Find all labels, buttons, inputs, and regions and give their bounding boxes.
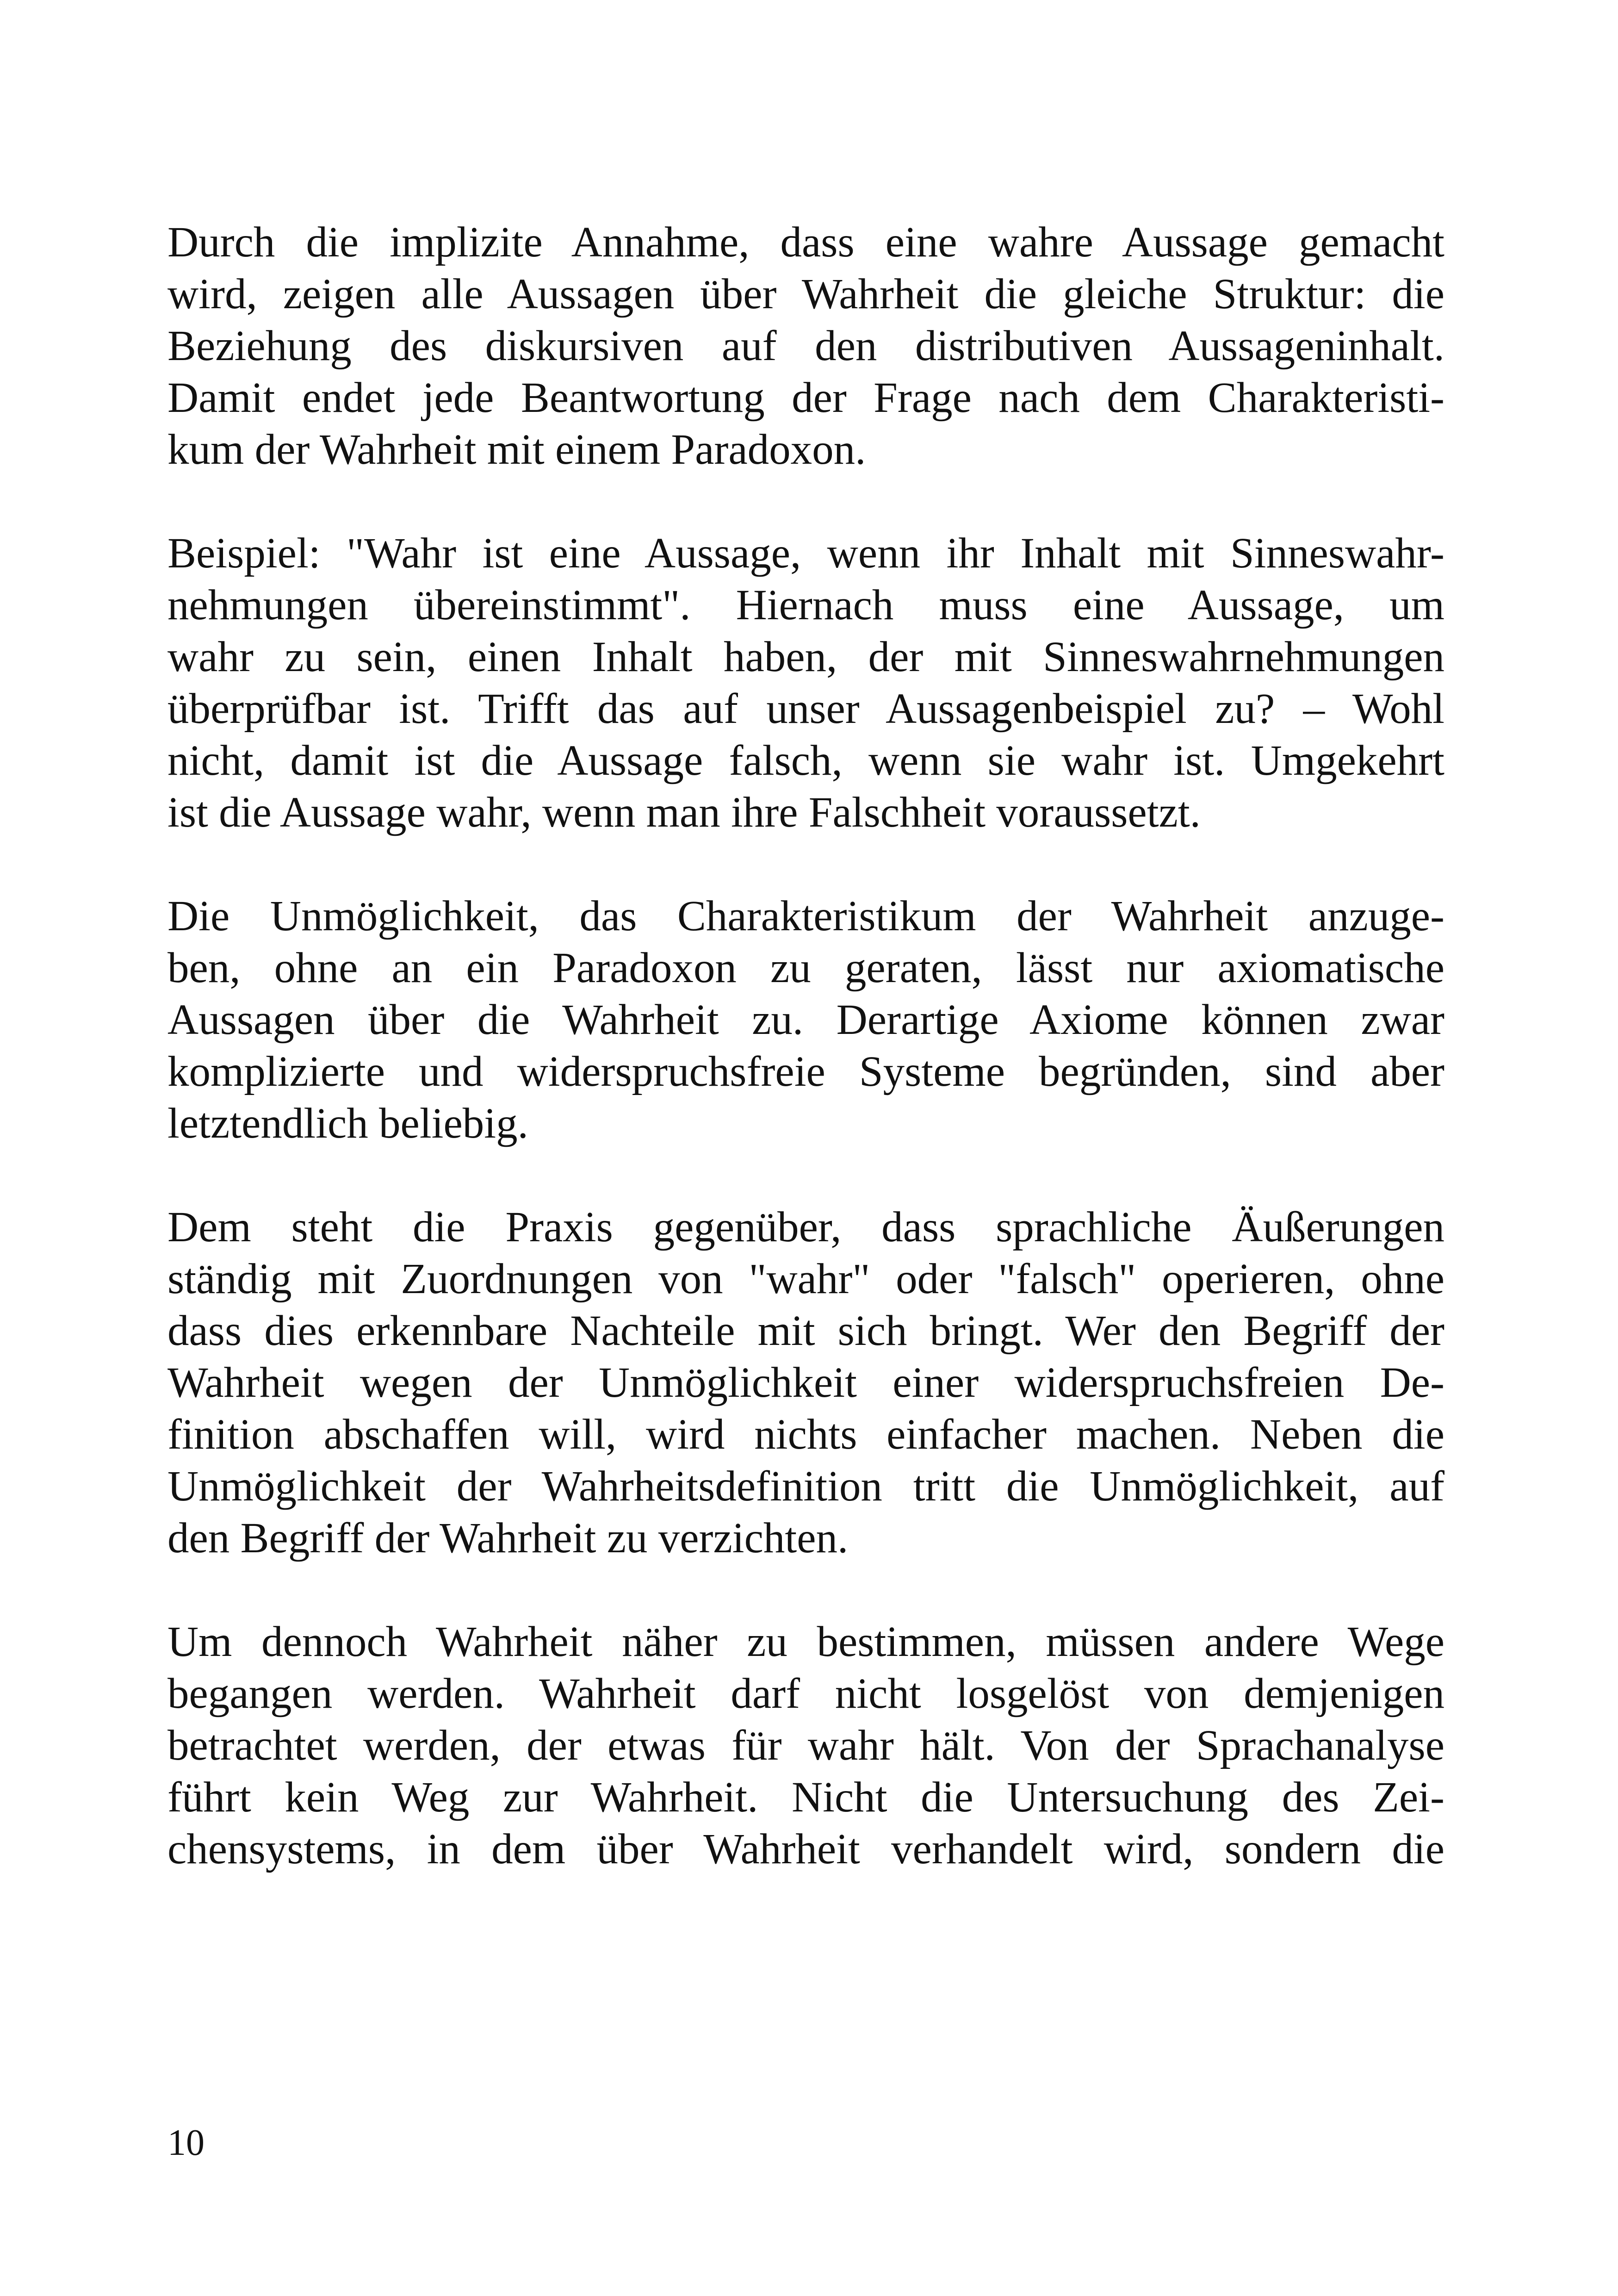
- text-line: Damit endet jede Beantwortung der Frage nach dem Charakteristi-: [167, 374, 1444, 422]
- text-line: nehmungen übereinstimmt". Hiernach muss eine Aussage, um: [167, 581, 1444, 629]
- text-line: Unmöglichkeit der Wahrheitsdefinition tritt die Unmöglichkeit, auf: [167, 1462, 1444, 1510]
- text-line: betrachtet werden, der etwas für wahr hält. Von der Sprachanalyse: [167, 1722, 1444, 1769]
- paragraph-1: [167, 217, 1444, 476]
- text-line: überprüfbar ist. Trifft das auf unser Aussagenbeispiel zu? – Wohl: [167, 685, 1444, 733]
- paragraph-4: [167, 1201, 1444, 1564]
- paragraph-2: [167, 528, 1444, 839]
- text-line: wird, zeigen alle Aussagen über Wahrheit die gleiche Struktur: die: [167, 270, 1444, 318]
- text-line: ist die Aussage wahr, wenn man ihre Falschheit voraussetzt.: [167, 789, 1201, 836]
- text-line: letztendlich beliebig.: [167, 1100, 528, 1147]
- body-text: [167, 217, 1444, 1875]
- paragraph-5: [167, 1616, 1444, 1875]
- text-line: wahr zu sein, einen Inhalt haben, der mit Sinneswahrnehmungen: [167, 633, 1444, 681]
- text-line: kum der Wahrheit mit einem Paradoxon.: [167, 426, 866, 473]
- text-line: nicht, damit ist die Aussage falsch, wenn sie wahr ist. Umgekehrt: [167, 737, 1444, 784]
- text-line: Beziehung des diskursiven auf den distributiven Aussageninhalt.: [167, 322, 1444, 370]
- text-line: dass dies erkennbare Nachteile mit sich bringt. Wer den Begriff der: [167, 1307, 1444, 1355]
- text-line: Die Unmöglichkeit, das Charakteristikum der Wahrheit anzuge-: [167, 892, 1444, 940]
- paragraph-3: [167, 890, 1444, 1150]
- text-line: ben, ohne an ein Paradoxon zu geraten, lässt nur axiomatische: [167, 944, 1444, 992]
- text-line: chensystems, in dem über Wahrheit verhandelt wird, sondern die: [167, 1825, 1444, 1873]
- page-number: 10: [167, 2122, 205, 2163]
- text-line: komplizierte und widerspruchsfreie Systeme begründen, sind aber: [167, 1048, 1444, 1095]
- text-line: Dem steht die Praxis gegenüber, dass sprachliche Äußerungen: [167, 1203, 1444, 1251]
- text-line: Wahrheit wegen der Unmöglichkeit einer widerspruchsfreien De-: [167, 1359, 1444, 1406]
- text-line: Aussagen über die Wahrheit zu. Derartige Axiome können zwar: [167, 996, 1444, 1044]
- text-line: Beispiel: "Wahr ist eine Aussage, wenn ihr Inhalt mit Sinneswahr-: [167, 529, 1444, 577]
- text-line: finition abschaffen will, wird nichts einfacher machen. Neben die: [167, 1411, 1444, 1458]
- text-line: den Begriff der Wahrheit zu verzichten.: [167, 1514, 849, 1562]
- text-line: begangen werden. Wahrheit darf nicht losgelöst von demjenigen: [167, 1670, 1444, 1717]
- text-line: Um dennoch Wahrheit näher zu bestimmen, müssen andere Wege: [167, 1618, 1444, 1666]
- text-line: führt kein Weg zur Wahrheit. Nicht die Untersuchung des Zei-: [167, 1773, 1444, 1821]
- text-line: Durch die implizite Annahme, dass eine wahre Aussage gemacht: [167, 218, 1444, 266]
- text-line: ständig mit Zuordnungen von "wahr" oder "falsch" operieren, ohne: [167, 1255, 1444, 1303]
